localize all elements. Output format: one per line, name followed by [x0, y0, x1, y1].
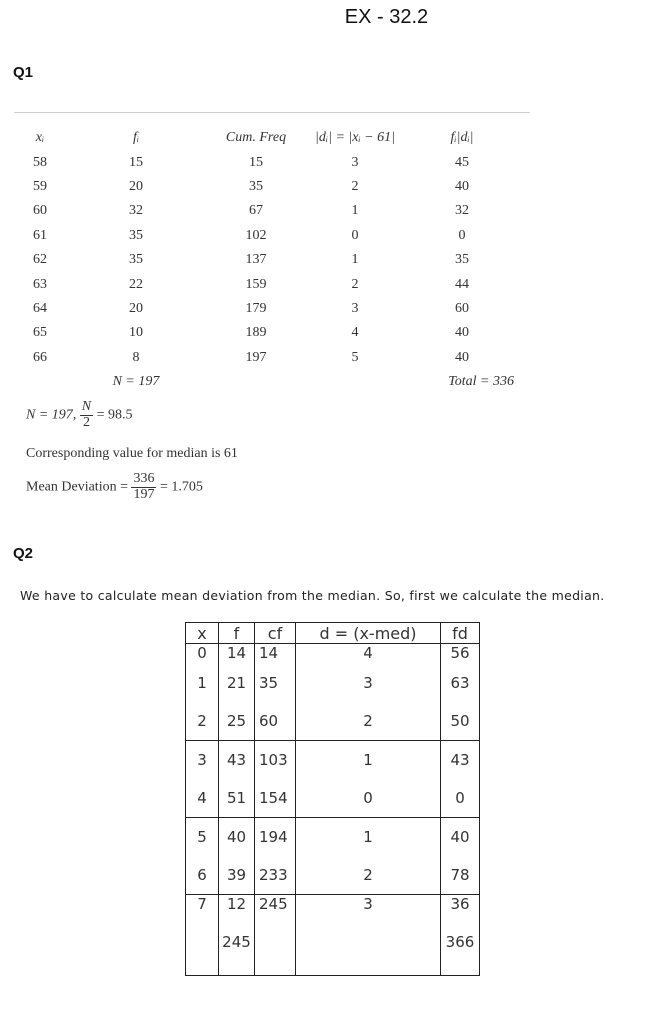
cell — [255, 933, 296, 976]
cell: 22 — [129, 276, 143, 292]
cell: 58 — [33, 154, 47, 170]
cell: 63 — [441, 664, 480, 702]
cell: 6 — [186, 856, 219, 895]
cell: 43 — [441, 741, 480, 780]
table-row — [186, 818, 480, 857]
page-title: EX - 32.2 — [344, 6, 429, 28]
cell: 154 — [255, 779, 296, 818]
cell: 32 — [455, 203, 469, 219]
divider — [14, 112, 530, 113]
cell: 4 — [296, 644, 441, 665]
q2-label: Q2 — [13, 545, 34, 562]
md-result: = 1.705 — [159, 479, 203, 495]
table-row — [20, 297, 514, 321]
table-row — [20, 248, 514, 272]
cell: 15 — [129, 154, 143, 170]
cell: 3 — [186, 741, 219, 780]
cell: 40 — [455, 349, 469, 365]
cell: 60 — [455, 300, 469, 316]
total-f: 245 — [219, 933, 255, 976]
cell: 3 — [351, 154, 359, 170]
table-header-row — [186, 623, 480, 644]
header-xi: xᵢ — [35, 130, 45, 146]
cell: 35 — [129, 227, 143, 243]
cell: 56 — [441, 644, 480, 665]
cell: 2 — [351, 276, 359, 292]
cell: 7 — [186, 895, 219, 934]
cell: 60 — [255, 702, 296, 741]
fraction-n-over-2 — [80, 400, 93, 430]
cell: 62 — [33, 252, 47, 268]
header-cf: cf — [255, 623, 296, 644]
cell: 59 — [33, 178, 47, 194]
q1-table — [20, 126, 514, 394]
cell — [296, 933, 441, 976]
cell: 64 — [33, 300, 47, 316]
md-prefix: Mean Deviation = — [26, 479, 128, 495]
cell: 3 — [351, 300, 359, 316]
cell: 67 — [249, 203, 263, 219]
cell: 66 — [33, 349, 47, 365]
cell: 21 — [219, 664, 255, 702]
table-row — [186, 664, 480, 702]
header-fidi: fᵢ|dᵢ| — [450, 130, 474, 146]
total-n: N = 197 — [112, 374, 160, 390]
cell: 20 — [129, 178, 143, 194]
cell: 15 — [249, 154, 263, 170]
cell: 12 — [219, 895, 255, 934]
cell: 32 — [129, 203, 143, 219]
cell: 20 — [129, 300, 143, 316]
cell: 1 — [351, 203, 359, 219]
table-row — [186, 702, 480, 741]
header-cum-freq: Cum. Freq — [225, 130, 287, 146]
cell: 45 — [455, 154, 469, 170]
cell: 40 — [455, 325, 469, 341]
cell: 233 — [255, 856, 296, 895]
cell: 0 — [351, 227, 359, 243]
table-row — [20, 272, 514, 296]
cell: 10 — [129, 325, 143, 341]
header-deviation: |dᵢ| = |xᵢ − 61| — [315, 130, 395, 146]
numerator: N — [81, 399, 92, 414]
table-row — [186, 895, 480, 934]
denominator: 2 — [82, 414, 90, 430]
table-row — [186, 644, 480, 665]
cell: 65 — [33, 325, 47, 341]
cell: 63 — [33, 276, 47, 292]
cell: 25 — [219, 702, 255, 741]
cell: 0 — [186, 644, 219, 665]
header-fd: fd — [441, 623, 480, 644]
cell: 197 — [245, 349, 267, 365]
cell: 35 — [129, 252, 143, 268]
cell: 0 — [458, 227, 466, 243]
cell: 2 — [351, 178, 359, 194]
cell: 189 — [245, 325, 267, 341]
table-row — [20, 150, 514, 174]
cell: 43 — [219, 741, 255, 780]
cell: 0 — [441, 779, 480, 818]
denominator: 197 — [133, 486, 155, 502]
table-row — [20, 224, 514, 248]
cell: 40 — [219, 818, 255, 857]
cell: 2 — [296, 702, 441, 741]
cell: 40 — [441, 818, 480, 857]
cell: 14 — [219, 644, 255, 665]
cell: 137 — [245, 252, 267, 268]
cell: 35 — [455, 252, 469, 268]
total-fd: 366 — [441, 933, 480, 976]
cell: 102 — [245, 227, 267, 243]
total-sum: Total = 336 — [448, 374, 514, 390]
cell — [186, 933, 219, 976]
cell: 2 — [186, 702, 219, 741]
cell: 61 — [33, 227, 47, 243]
cell: 179 — [245, 300, 267, 316]
table-row — [186, 779, 480, 818]
header-d: d = (x-med) — [296, 623, 441, 644]
cell: 51 — [219, 779, 255, 818]
cell: 2 — [296, 856, 441, 895]
table-header-row — [20, 126, 514, 150]
totals-row — [20, 370, 514, 394]
cell: 245 — [255, 895, 296, 934]
cell: 103 — [255, 741, 296, 780]
cell: 50 — [441, 702, 480, 741]
header-x: x — [186, 623, 219, 644]
cell: 4 — [186, 779, 219, 818]
cell: 5 — [351, 349, 359, 365]
cell: 3 — [296, 664, 441, 702]
median-statement: Corresponding value for median is 61 — [26, 446, 238, 461]
numerator: 336 — [133, 471, 155, 486]
header-f: f — [219, 623, 255, 644]
totals-row — [186, 933, 480, 976]
q2-table — [185, 622, 480, 976]
cell: 1 — [351, 252, 359, 268]
cell: 8 — [132, 349, 140, 365]
table-row — [20, 321, 514, 345]
cell: 35 — [255, 664, 296, 702]
cell: 1 — [186, 664, 219, 702]
q2-intro: We have to calculate mean deviation from the median. So, first we calculate the median. — [20, 588, 605, 603]
cell: 60 — [33, 203, 47, 219]
cell: 44 — [455, 276, 469, 292]
cell: 5 — [186, 818, 219, 857]
q1-label: Q1 — [13, 64, 34, 81]
n-prefix: N = 197, — [26, 407, 77, 423]
mean-deviation-calculation — [26, 472, 203, 502]
n-calculation — [26, 400, 133, 430]
cell: 39 — [219, 856, 255, 895]
table-row — [20, 199, 514, 223]
cell: 194 — [255, 818, 296, 857]
cell: 0 — [296, 779, 441, 818]
fraction-336-over-197 — [131, 472, 156, 502]
cell: 78 — [441, 856, 480, 895]
cell: 35 — [249, 178, 263, 194]
cell: 3 — [296, 895, 441, 934]
cell: 1 — [296, 741, 441, 780]
table-row — [20, 346, 514, 370]
cell: 40 — [455, 178, 469, 194]
table-row — [186, 856, 480, 895]
cell: 14 — [255, 644, 296, 665]
table-row — [20, 175, 514, 199]
n-result: = 98.5 — [96, 407, 133, 423]
cell: 4 — [351, 325, 359, 341]
cell: 1 — [296, 818, 441, 857]
header-fi: fᵢ — [132, 130, 140, 146]
table-row — [186, 741, 480, 780]
cell: 36 — [441, 895, 480, 934]
cell: 159 — [245, 276, 267, 292]
